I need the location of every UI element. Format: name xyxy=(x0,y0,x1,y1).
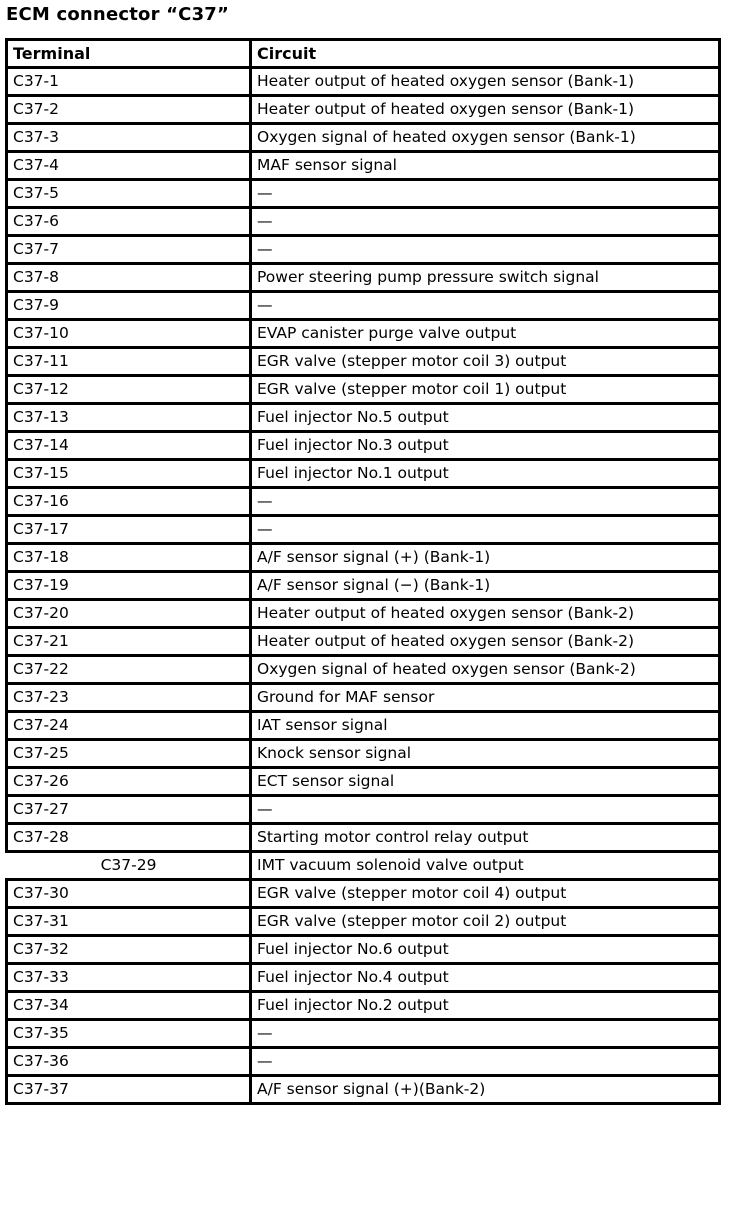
circuit-cell: IAT sensor signal xyxy=(251,712,720,740)
terminal-cell: C37-7 xyxy=(7,236,251,264)
circuit-cell: Fuel injector No.4 output xyxy=(251,964,720,992)
terminal-cell: C37-18 xyxy=(7,544,251,572)
terminal-cell: C37-8 xyxy=(7,264,251,292)
circuit-cell: Heater output of heated oxygen sensor (Bank-2) xyxy=(251,600,720,628)
terminal-cell: C37-17 xyxy=(7,516,251,544)
table-header-row xyxy=(7,40,720,68)
circuit-cell: ECT sensor signal xyxy=(251,768,720,796)
terminal-cell: C37-10 xyxy=(7,320,251,348)
circuit-cell: — xyxy=(251,236,720,264)
terminal-cell: C37-27 xyxy=(7,796,251,824)
terminal-cell: C37-12 xyxy=(7,376,251,404)
table-row xyxy=(7,1076,720,1104)
table-row xyxy=(7,292,720,320)
table-row xyxy=(7,320,720,348)
table-row xyxy=(7,544,720,572)
table-row xyxy=(7,1048,720,1076)
table-row xyxy=(7,796,720,824)
table-row xyxy=(7,712,720,740)
terminal-cell: C37-3 xyxy=(7,124,251,152)
table-row xyxy=(7,236,720,264)
circuit-cell: Oxygen signal of heated oxygen sensor (Bank-2) xyxy=(251,656,720,684)
circuit-cell: Fuel injector No.6 output xyxy=(251,936,720,964)
circuit-cell: Ground for MAF sensor xyxy=(251,684,720,712)
table-row xyxy=(7,488,720,516)
circuit-cell: Heater output of heated oxygen sensor (Bank-1) xyxy=(251,68,720,96)
circuit-cell: Fuel injector No.5 output xyxy=(251,404,720,432)
table-row xyxy=(7,68,720,96)
circuit-cell: EGR valve (stepper motor coil 4) output xyxy=(251,880,720,908)
terminal-cell: C37-37 xyxy=(7,1076,251,1104)
terminal-cell: C37-1 xyxy=(7,68,251,96)
circuit-cell: — xyxy=(251,208,720,236)
table-row xyxy=(7,348,720,376)
table-row xyxy=(7,628,720,656)
circuit-cell: A/F sensor signal (−) (Bank-1) xyxy=(251,572,720,600)
table-row xyxy=(7,656,720,684)
table-row xyxy=(7,572,720,600)
ecm-connector-table xyxy=(5,38,721,1105)
terminal-cell: C37-14 xyxy=(7,432,251,460)
table-row xyxy=(7,96,720,124)
table-row xyxy=(7,180,720,208)
circuit-cell: — xyxy=(251,796,720,824)
table-row xyxy=(7,684,720,712)
terminal-cell: C37-9 xyxy=(7,292,251,320)
circuit-cell: Heater output of heated oxygen sensor (Bank-1) xyxy=(251,96,720,124)
terminal-cell: C37-33 xyxy=(7,964,251,992)
circuit-cell: — xyxy=(251,488,720,516)
circuit-cell: A/F sensor signal (+) (Bank-1) xyxy=(251,544,720,572)
circuit-column-header: Circuit xyxy=(251,40,720,68)
circuit-cell: Fuel injector No.3 output xyxy=(251,432,720,460)
table-row xyxy=(7,740,720,768)
terminal-cell: C37-5 xyxy=(7,180,251,208)
table-row xyxy=(7,516,720,544)
table-body xyxy=(7,68,720,1104)
terminal-cell: C37-31 xyxy=(7,908,251,936)
circuit-cell: — xyxy=(251,516,720,544)
circuit-cell: Starting motor control relay output xyxy=(251,824,720,852)
circuit-cell: Oxygen signal of heated oxygen sensor (Bank-1) xyxy=(251,124,720,152)
circuit-cell: A/F sensor signal (+)(Bank-2) xyxy=(251,1076,720,1104)
table-row xyxy=(7,376,720,404)
table-row xyxy=(7,768,720,796)
terminal-cell: C37-6 xyxy=(7,208,251,236)
circuit-cell: EGR valve (stepper motor coil 2) output xyxy=(251,908,720,936)
terminal-cell: C37-2 xyxy=(7,96,251,124)
terminal-cell: C37-15 xyxy=(7,460,251,488)
circuit-cell: IMT vacuum solenoid valve output xyxy=(251,852,720,880)
terminal-cell: C37-13 xyxy=(7,404,251,432)
terminal-cell: C37-34 xyxy=(7,992,251,1020)
terminal-cell: C37-16 xyxy=(7,488,251,516)
terminal-cell: C37-11 xyxy=(7,348,251,376)
table-row xyxy=(7,600,720,628)
table-row xyxy=(7,460,720,488)
table-row xyxy=(7,152,720,180)
terminal-cell: C37-23 xyxy=(7,684,251,712)
terminal-cell: C37-22 xyxy=(7,656,251,684)
table-row xyxy=(7,908,720,936)
circuit-cell: EGR valve (stepper motor coil 1) output xyxy=(251,376,720,404)
terminal-cell: C37-20 xyxy=(7,600,251,628)
terminal-cell: C37-32 xyxy=(7,936,251,964)
circuit-cell: EGR valve (stepper motor coil 3) output xyxy=(251,348,720,376)
table-row xyxy=(7,208,720,236)
table-row xyxy=(7,264,720,292)
circuit-cell: Knock sensor signal xyxy=(251,740,720,768)
page-title: ECM connector “C37” xyxy=(6,4,230,25)
table-row xyxy=(7,880,720,908)
circuit-cell: Fuel injector No.1 output xyxy=(251,460,720,488)
circuit-cell: EVAP canister purge valve output xyxy=(251,320,720,348)
terminal-cell: C37-35 xyxy=(7,1020,251,1048)
table-row xyxy=(7,936,720,964)
circuit-cell: Power steering pump pressure switch signal xyxy=(251,264,720,292)
table-row xyxy=(7,992,720,1020)
table-row xyxy=(7,432,720,460)
table-row xyxy=(7,1020,720,1048)
terminal-column-header: Terminal xyxy=(7,40,251,68)
terminal-cell: C37-29 xyxy=(7,852,251,880)
terminal-cell: C37-25 xyxy=(7,740,251,768)
circuit-cell: — xyxy=(251,180,720,208)
table-row xyxy=(7,824,720,852)
table-row xyxy=(7,124,720,152)
circuit-cell: MAF sensor signal xyxy=(251,152,720,180)
circuit-cell: Heater output of heated oxygen sensor (Bank-2) xyxy=(251,628,720,656)
circuit-cell: Fuel injector No.2 output xyxy=(251,992,720,1020)
terminal-cell: C37-36 xyxy=(7,1048,251,1076)
terminal-cell: C37-19 xyxy=(7,572,251,600)
terminal-cell: C37-21 xyxy=(7,628,251,656)
terminal-cell: C37-28 xyxy=(7,824,251,852)
table-row xyxy=(7,852,720,880)
terminal-cell: C37-30 xyxy=(7,880,251,908)
table-row xyxy=(7,964,720,992)
circuit-cell: — xyxy=(251,1048,720,1076)
circuit-cell: — xyxy=(251,1020,720,1048)
table-row xyxy=(7,404,720,432)
circuit-cell: — xyxy=(251,292,720,320)
terminal-cell: C37-26 xyxy=(7,768,251,796)
terminal-cell: C37-24 xyxy=(7,712,251,740)
terminal-cell: C37-4 xyxy=(7,152,251,180)
